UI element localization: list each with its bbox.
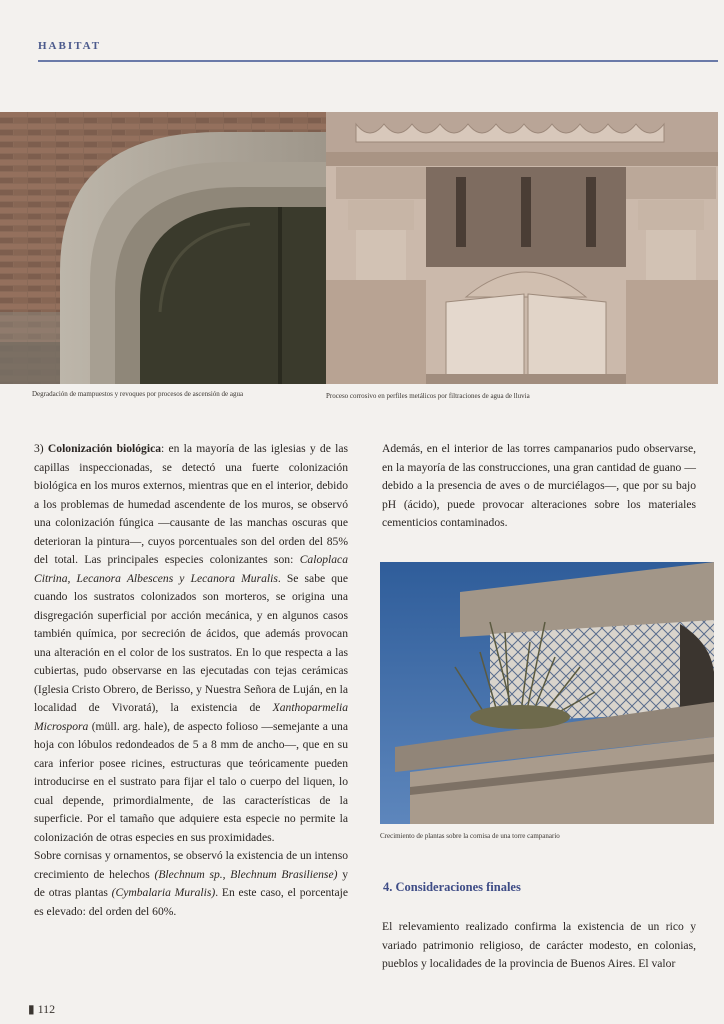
paragraph-text: : en la mayoría de las iglesias y de las capillas inspeccionadas, se detectó una fuerte colonización biológica en los muros externos, mientras que en el interior, debido a los problemas de humedad ascendente de los muros, se observó una colonización fúngica —causante de las manchas oscuras que deterioran la pintura—, cuyos porcentuales son del orden del 85% del total. Las principales especies colonizantes son:	[34, 442, 348, 566]
paragraph-final-considerations: El relevamiento realizado confirma la existencia de un rico y variado patrimonio religioso, de carácter modesto, en colonias, pueblos y localidades de la provincia de Buenos Aires. El valor	[382, 920, 696, 970]
header-rule	[38, 60, 718, 62]
paragraph-text: (müll. arg. hale), de aspecto folioso —semejante a una hoja con lóbulos redondeados de 5 a 8 mm de ancho—, que en su cara inferior posee ricines, estructuras que teóricamente pueden introducirse en el sustrato para fijar el talo o cuerpo del liquen, lo cual depende, primordialmente, de las características de la superficie. Por el tamaño que adquiere esta especie no permite la colonización de otras especies en sus proximidades.	[34, 719, 348, 844]
figure-caption-2: Proceso corrosivo en perfiles metálicos por filtraciones de agua de lluvia	[326, 392, 530, 400]
species-name: (Cymbalaria Muralis)	[111, 886, 216, 899]
paragraph-biological-colonization	[34, 440, 348, 847]
species-name: Xanthoparmelia Microspora	[34, 701, 348, 733]
paragraph-lead: 3)	[34, 442, 48, 455]
figure-caption-1: Degradación de mampuestos y revoques por procesos de ascensión de agua	[32, 390, 244, 398]
figure-caption-3: Crecimiento de plantas sobre la cornisa de una torre campanario	[380, 832, 560, 840]
species-names: (Blechnum sp., Blechnum Brasiliense)	[154, 867, 338, 881]
paragraph-ferns	[34, 847, 348, 921]
paragraph-text: . En este caso, el porcentaje es elevado: del orden del 60%.	[34, 886, 349, 918]
photo-tower-cornice	[380, 562, 714, 824]
photo-columns-facade	[326, 112, 718, 384]
paragraph-title: Colonización biológica	[47, 442, 162, 455]
right-column-bottom	[382, 918, 696, 974]
left-column	[34, 440, 348, 921]
right-column-top	[382, 440, 696, 533]
photo-arched-door	[0, 112, 326, 384]
paragraph-text: y de otras plantas	[34, 867, 349, 899]
page-number: ▮ 112	[28, 1002, 56, 1016]
paragraph-text: Sobre cornisas y ornamentos, se observó la existencia de un intenso crecimiento de helechos	[34, 849, 348, 881]
paragraph-text: . Se sabe que cuando los sustratos colonizados son morteros, se origina una disgregación superficial por acción mecánica, y en algunos casos también química, por secreción de ácidos, que además provocan una alteración en el color de los sustratos. En lo que respecta a las cubiertas, pudo observarse en las ejecutadas con tejas cerámicas (Iglesia Cristo Obrero, de Berisso, y Nuestra Señora de Luján, en la localidad de Vivoratá), la existencia de	[34, 571, 348, 714]
species-names: Caloplaca Citrina, Lecanora Albescens y Lecanora Muralis	[34, 553, 348, 585]
section-label: HABITAT	[38, 40, 102, 52]
section-heading: 4. Consideraciones finales	[383, 880, 521, 894]
page-number-value: 112	[37, 1002, 56, 1016]
paragraph-guano: Además, en el interior de las torres campanarios pudo observarse, en la mayoría de las construcciones, una gran cantidad de guano —debido a la presencia de aves o de murciélagos—, que por su bajo pH (ácido), puede provocar alteraciones sobre los materiales cementicios contaminados.	[382, 442, 696, 529]
